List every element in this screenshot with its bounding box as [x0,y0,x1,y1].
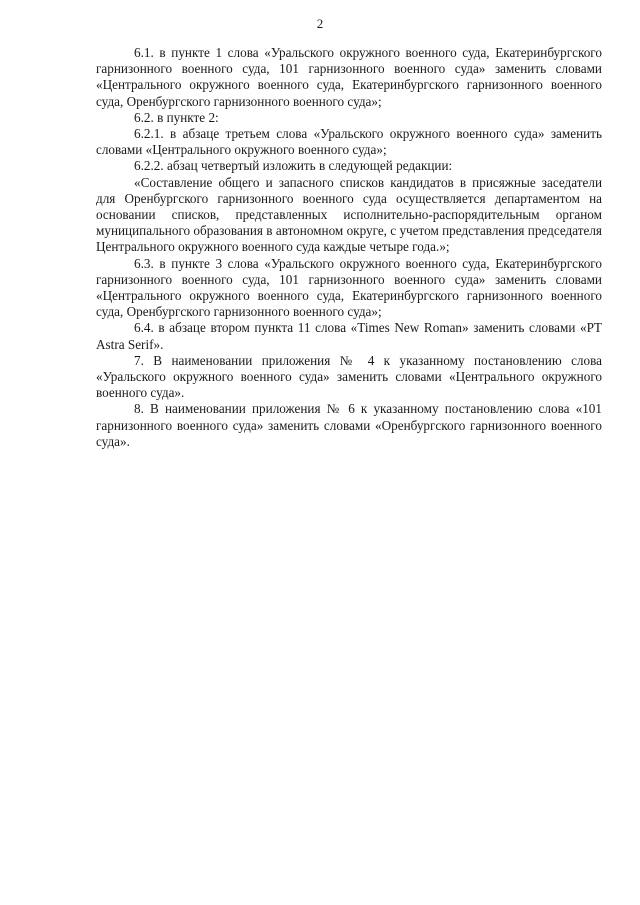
paragraph-6-2-2-quote: «Составление общего и запасного списков кандидатов в присяжные заседатели для Оренбургского гарнизонного военного суда осуществляется департаментом на основании списков, представленных исполнительно-распорядительным органом муниципального образования в автономном округе, с учетом представления председателя Центрального окружного военного суда каждые четыре года.»; [96,174,602,255]
paragraph-6-2-2: 6.2.2. абзац четвертый изложить в следующей редакции: [134,158,453,174]
paragraph-8: 8. В наименовании приложения № 6 к указанному постановлению слова «101 гарнизонного военного суда» заменить словами «Оренбургского гарнизонного военного суда». [96,401,602,449]
paragraph-6-1: 6.1. в пункте 1 слова «Уральского окружного военного суда, Екатеринбургского гарнизонного военного суда, 101 гарнизонного военного суда» заменить словами «Центрального окружного военного суда, Екатеринбургского гарнизонного военного суда, Оренбургского гарнизонного военного суда»; [96,45,602,109]
paragraph-6-4: 6.4. в абзаце втором пункта 11 слова «Times New Roman» заменить словами «PT Astra Serif». [96,320,602,352]
paragraph-6-2-1: 6.2.1. в абзаце третьем слова «Уральского окружного военного суда» заменить словами «Центрального окружного военного суда»; [96,126,602,158]
paragraph-6-2: 6.2. в пункте 2: [134,109,219,125]
page-number: 2 [316,16,324,31]
document-body [96,45,602,450]
paragraph-6-3: 6.3. в пункте 3 слова «Уральского окружного военного суда, Екатеринбургского гарнизонного военного суда, 101 гарнизонного военного суда» заменить словами «Центрального окружного военного суда, Екатеринбургского гарнизонного военного суда, Оренбургского гарнизонного военного суда»; [96,255,602,320]
paragraph-7: 7. В наименовании приложения № 4 к указанному постановлению слова «Уральского окружного военного суда» заменить словами «Центрального окружного военного суда». [96,352,602,401]
